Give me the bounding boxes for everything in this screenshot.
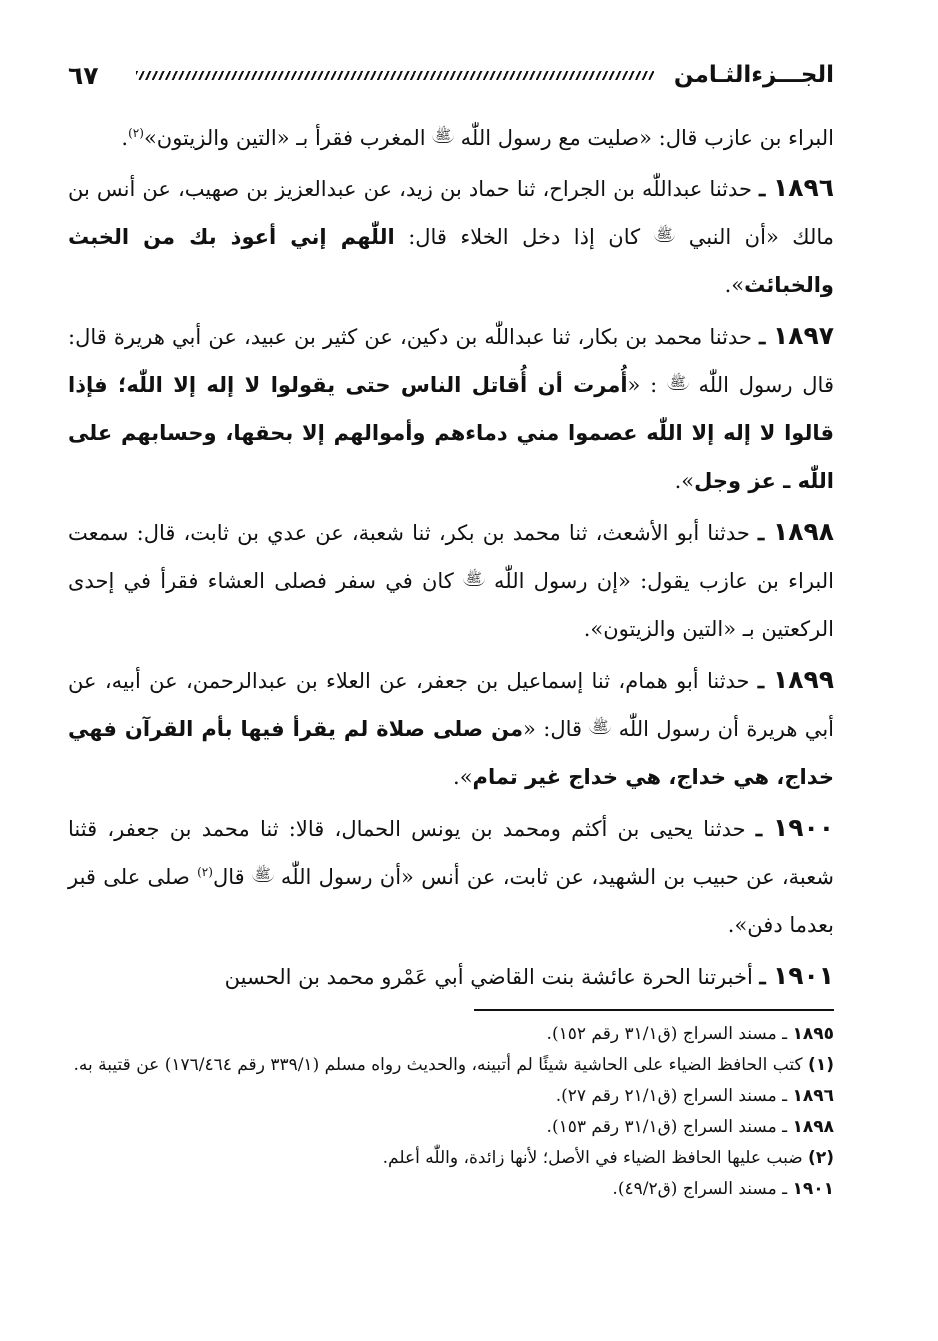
text-run: ». xyxy=(674,469,695,493)
footnote-marker: (٢) xyxy=(197,865,213,879)
number-dash: ـ xyxy=(759,964,773,989)
header-hatched-rule xyxy=(136,71,654,80)
text-run: ». xyxy=(724,273,745,297)
text-run: حدثنا أبو همام، ثنا إسماعيل بن جعفر، عن العلاء بن عبدالرحمن، عن أبيه، عن أبي هريرة أن رسول اللّٰه xyxy=(68,669,834,741)
text-run: البراء بن عازب قال: «صليت مع رسول اللّٰه xyxy=(453,126,834,150)
hadith-matn: أُمرت أن أُقاتل الناس حتى يقولوا لا إله إلا اللّٰه؛ فإذا قالوا لا إله إلا اللّٰه عصموا مني دماءهم وأموالهم إلا بحقها، وحسابهم على اللّٰه ـ عز وجل xyxy=(68,373,834,493)
text-run: المغرب فقرأ بـ «التين والزيتون» xyxy=(143,126,433,150)
text-run: حدثنا عبداللّٰه بن الجراح، ثنا حماد بن زيد، عن عبدالعزيز بن صهيب، عن أنس بن مالك «أن النبي xyxy=(68,177,835,249)
footnote-separator xyxy=(474,1009,834,1011)
page-number: ٦٧ xyxy=(68,60,99,90)
footnote xyxy=(68,1081,834,1112)
page-header xyxy=(68,52,834,98)
text-run: صلى على قبر بعدما دفن». xyxy=(68,865,834,937)
footnote-text: كتب الحافظ الضياء على الحاشية شيئًا لم أتبينه، والحديث رواه مسلم (٣٣٩/١ رقم ١٧٦/٤٦٤) عن قتيبة به. xyxy=(73,1055,809,1075)
text-run: . xyxy=(121,126,129,150)
footnote-number: ١٩٠١ xyxy=(792,1179,834,1199)
hadith-paragraph xyxy=(68,508,834,653)
salawat-ligature: ﷺ xyxy=(589,720,611,734)
hadith-paragraph xyxy=(68,804,834,949)
running-title: الجـــزءالثـامن xyxy=(673,62,834,88)
text-run: كان إذا دخل الخلاء قال: xyxy=(394,225,654,249)
text-run: أخبرتنا الحرة عائشة بنت القاضي أبي عَمْرو محمد بن الحسين xyxy=(224,965,760,989)
text-run: قال: « xyxy=(523,717,590,741)
text-run: ». xyxy=(453,765,473,789)
hadith-number: ١٨٩٧ xyxy=(772,321,834,350)
hadith-number: ١٩٠١ xyxy=(772,961,834,990)
text-run: حدثنا محمد بن بكار، ثنا عبداللّٰه بن دكين، عن كثير بن عبيد، عن أبي هريرة قال: قال رسول اللّٰه xyxy=(68,325,834,397)
footnote xyxy=(68,1112,834,1143)
footnote-text: ـ مسند السراج (ق٢١/١ رقم ٢٧). xyxy=(555,1086,793,1106)
hadith-paragraph xyxy=(68,114,834,162)
footnote xyxy=(68,1174,834,1205)
hadith-paragraph xyxy=(68,952,834,1001)
number-dash: ـ xyxy=(758,520,773,545)
salawat-ligature: ﷺ xyxy=(667,376,689,390)
hadith-paragraph xyxy=(68,312,834,505)
hadith-paragraph xyxy=(68,164,834,309)
footnote-number: ١٨٩٨ xyxy=(792,1117,834,1137)
hadith-number: ١٨٩٨ xyxy=(772,517,835,546)
footnotes xyxy=(68,1019,834,1205)
text-run: حدثنا أبو الأشعث، ثنا محمد بن بكر، ثنا شعبة، عن عدي بن ثابت، قال: سمعت البراء بن عازب يقول: «إن رسول اللّٰه xyxy=(68,521,834,593)
text-run: حدثنا يحيى بن أكثم ومحمد بن يونس الحمال، قالا: ثنا محمد بن جعفر، قثنا شعبة، عن حبيب بن الشهيد، عن ثابت، عن أنس «أن رسول اللّٰه xyxy=(68,817,834,889)
number-dash: ـ xyxy=(759,176,773,201)
salawat-ligature: ﷺ xyxy=(463,572,485,586)
salawat-ligature: ﷺ xyxy=(432,129,454,143)
footnote-marker: (٢) xyxy=(128,126,144,140)
hadith-paragraph xyxy=(68,656,834,801)
footnote xyxy=(68,1019,834,1050)
footnote-number: (٢) xyxy=(808,1148,834,1168)
footnote-text: ـ مسند السراج (ق٣١/١ رقم ١٥٢). xyxy=(546,1024,793,1044)
text-run: كان في سفر فصلى العشاء فقرأ في إحدى الركعتين بـ «التين والزيتون». xyxy=(68,569,834,641)
footnote-text: ضبب عليها الحافظ الضياء في الأصل؛ لأنها زائدة، واللّٰه أعلم. xyxy=(382,1148,809,1168)
footnote-text: ـ مسند السراج (ق٣١/١ رقم ١٥٣). xyxy=(546,1117,793,1137)
text-run: : « xyxy=(627,373,667,397)
hadith-matn: من صلى صلاة لم يقرأ فيها بأم القرآن فهي خداج، هي خداج، هي خداج غير تمام xyxy=(68,717,834,789)
main-text xyxy=(68,114,834,1001)
salawat-ligature: ﷺ xyxy=(252,868,274,882)
hadith-number: ١٩٠٠ xyxy=(772,813,835,842)
footnote-number: (١) xyxy=(808,1055,834,1075)
hadith-number: ١٨٩٩ xyxy=(772,665,834,694)
number-dash: ـ xyxy=(757,668,773,693)
number-dash: ـ xyxy=(759,324,773,349)
footnote-number: ١٨٩٥ xyxy=(792,1024,834,1044)
footnote xyxy=(68,1050,834,1081)
footnote-number: ١٨٩٦ xyxy=(792,1086,834,1106)
text-run: قال xyxy=(212,865,252,889)
footnote xyxy=(68,1143,834,1174)
hadith-matn: اللّٰهم إني أعوذ بك من الخبث والخبائث xyxy=(68,225,834,297)
footnote-text: ـ مسند السراج (ق٤٩/٢). xyxy=(612,1179,793,1199)
number-dash: ـ xyxy=(755,816,773,841)
hadith-number: ١٨٩٦ xyxy=(772,173,834,202)
salawat-ligature: ﷺ xyxy=(654,228,676,242)
